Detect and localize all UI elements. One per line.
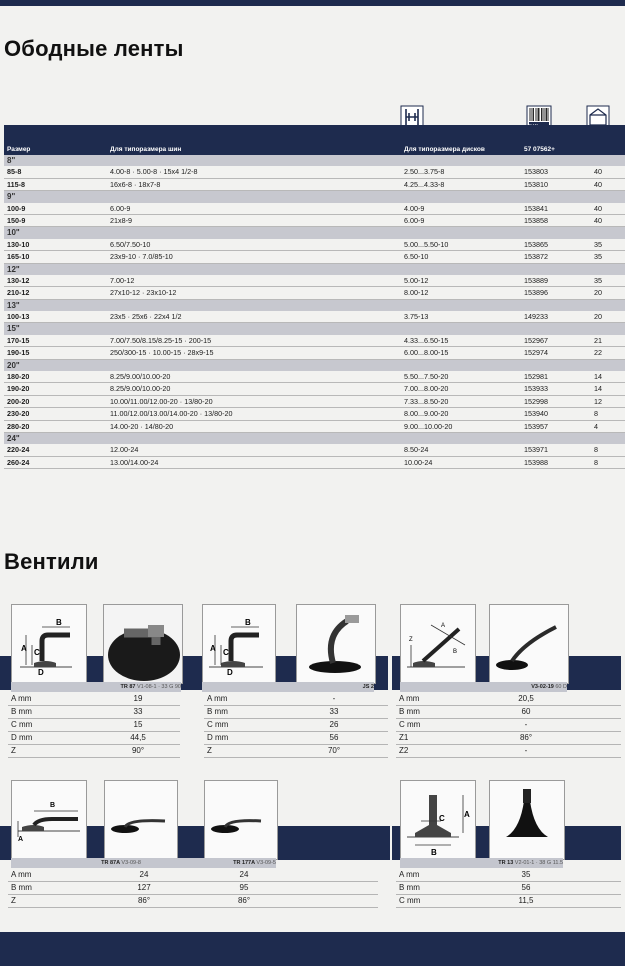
cell-size: 130-10 xyxy=(7,239,30,249)
spec-row xyxy=(396,881,621,895)
cell-rim: 2.50...3.75-8 xyxy=(404,167,445,177)
cell-tire: 8.25/9.00/10.00-20 xyxy=(110,384,171,394)
cell-qty: 40 xyxy=(594,167,602,177)
cell-code: 153889 xyxy=(524,275,548,285)
cell-code: 153841 xyxy=(524,203,548,213)
spec-row xyxy=(396,868,621,882)
svg-text:A: A xyxy=(18,836,24,843)
caption-name: TR 13 xyxy=(498,860,514,866)
cell-code: 152981 xyxy=(524,372,548,382)
spec-value: 35 xyxy=(521,870,531,879)
cell-tire: 6.50/7.50-10 xyxy=(110,239,151,249)
cell-size: 210-12 xyxy=(7,288,30,298)
caption-name: JS 2 xyxy=(362,684,374,690)
caption-name: TR 87A xyxy=(101,860,120,866)
cell-qty: 35 xyxy=(594,275,602,285)
spec-value: 33 xyxy=(329,707,339,716)
spec-key: C mm xyxy=(399,720,421,729)
cell-qty: 4 xyxy=(594,421,598,431)
spec-key: B mm xyxy=(399,707,420,716)
caption-code: V3-09-8 xyxy=(121,860,141,866)
cell-code: 153940 xyxy=(524,409,548,419)
spec-key: C mm xyxy=(11,720,33,729)
cell-qty: 21 xyxy=(594,335,602,345)
spec-row xyxy=(8,692,180,706)
spec-key: D mm xyxy=(207,733,229,742)
table-row xyxy=(4,251,625,263)
cell-code: 153957 xyxy=(524,421,548,431)
cell-tire: 7.00/7.50/8.15/8.25-15 · 200-15 xyxy=(110,335,212,345)
spec-value: 56 xyxy=(521,883,531,892)
spec-value: 33 xyxy=(133,707,143,716)
spec-key: B mm xyxy=(11,707,32,716)
spec-key: Z xyxy=(207,746,212,755)
table-row xyxy=(4,287,625,299)
table-row xyxy=(4,215,625,227)
section-title-valves: Вентили xyxy=(4,549,99,574)
group-row xyxy=(4,227,625,238)
valve-photo-icon xyxy=(490,605,568,683)
spec-value: - xyxy=(524,746,528,755)
table-row xyxy=(4,457,625,469)
cell-rim: 8.50-24 xyxy=(404,445,429,455)
cell-size: 190-15 xyxy=(7,348,30,358)
spec-row xyxy=(8,744,180,758)
spec-key: C mm xyxy=(207,720,229,729)
svg-text:C: C xyxy=(223,648,229,657)
cell-rim: 8.00-12 xyxy=(404,288,429,298)
svg-text:C: C xyxy=(439,814,445,823)
spec-value: 56 xyxy=(329,733,339,742)
svg-text:C: C xyxy=(34,648,40,657)
spec-value: 44,5 xyxy=(130,733,146,742)
cell-code: 153971 xyxy=(524,445,548,455)
cell-size: 180-20 xyxy=(7,372,30,382)
table-row xyxy=(4,166,625,178)
cell-tire: 27x10-12 · 23x10-12 xyxy=(110,288,177,298)
cell-code: 153872 xyxy=(524,252,548,262)
cell-qty: 20 xyxy=(594,288,602,298)
spec-row xyxy=(204,718,388,732)
cell-tire: 4.00-8 · 5.00-8 · 15x4 1/2-8 xyxy=(110,167,198,177)
page-title: Ободные ленты xyxy=(4,36,184,61)
diagram-image xyxy=(11,604,87,684)
valve-js2 xyxy=(202,600,388,760)
group-label: 12" xyxy=(7,264,20,274)
cell-tire: 23x5 · 25x6 · 22x4 1/2 xyxy=(110,312,182,322)
cell-rim: 8.00...9.00-20 xyxy=(404,409,449,419)
table-row xyxy=(4,408,625,420)
valve-v3-02-19 xyxy=(396,600,625,760)
spec-row xyxy=(8,868,378,882)
table-row xyxy=(4,203,625,215)
cell-qty: 40 xyxy=(594,179,602,189)
spec-row xyxy=(204,705,388,719)
cell-tire: 12.00-24 xyxy=(110,445,139,455)
cell-size: 100-9 xyxy=(7,203,26,213)
valve-photo-icon xyxy=(105,781,177,859)
svg-text:B: B xyxy=(453,649,458,655)
spec-key: C mm xyxy=(399,896,421,905)
photo-image xyxy=(103,604,183,684)
svg-text:D: D xyxy=(38,668,44,677)
cell-rim: 6.00-9 xyxy=(404,215,425,225)
cell-code: 153896 xyxy=(524,288,548,298)
cell-size: 170-15 xyxy=(7,335,30,345)
spec-key: D mm xyxy=(11,733,33,742)
spec-key: A mm xyxy=(207,694,228,703)
table-header xyxy=(4,125,625,155)
cell-size: 230-20 xyxy=(7,409,30,419)
group-label: 9" xyxy=(7,192,16,202)
valve-photo-icon xyxy=(297,605,375,683)
spec-row xyxy=(8,881,378,895)
valve-photo-icon xyxy=(490,781,564,859)
cell-code: 153988 xyxy=(524,457,548,467)
spec-value: 15 xyxy=(133,720,143,729)
spec-row xyxy=(8,718,180,732)
valve-diagram-icon xyxy=(203,605,275,683)
spec-key: Z xyxy=(11,746,16,755)
table-row xyxy=(4,275,625,287)
table-row xyxy=(4,239,625,251)
cell-code: 149233 xyxy=(524,312,548,322)
spec-row xyxy=(8,705,180,719)
cell-code: 152974 xyxy=(524,348,548,358)
cell-code: 153865 xyxy=(524,239,548,249)
col-code: 57 07562+ xyxy=(524,146,555,153)
caption xyxy=(400,682,567,692)
spec-key: Z xyxy=(11,896,16,905)
spec-value-1: 86° xyxy=(137,896,151,905)
cell-qty: 20 xyxy=(594,312,602,322)
spec-value: 60 xyxy=(521,707,531,716)
cell-qty: 35 xyxy=(594,239,602,249)
cell-size: 130-12 xyxy=(7,275,30,285)
group-row xyxy=(4,264,625,275)
caption-name: TR 177A xyxy=(233,860,255,866)
top-band xyxy=(0,0,625,6)
valve-photo-icon xyxy=(104,605,182,683)
cell-rim: 7.00...8.00-20 xyxy=(404,384,449,394)
spec-value: - xyxy=(524,720,528,729)
valve-tr13 xyxy=(396,776,625,916)
cell-code: 152998 xyxy=(524,396,548,406)
table-row xyxy=(4,444,625,456)
cell-size: 150-9 xyxy=(7,215,26,225)
cell-tire: 6.00-9 xyxy=(110,203,131,213)
group-row xyxy=(4,300,625,311)
group-label: 24" xyxy=(7,433,20,443)
photo-image xyxy=(489,780,565,860)
cell-qty: 14 xyxy=(594,372,602,382)
table-row xyxy=(4,421,625,433)
spec-key: B mm xyxy=(11,883,32,892)
cell-code: 153858 xyxy=(524,215,548,225)
group-label: 13" xyxy=(7,300,20,310)
cell-rim: 5.50...7.50-20 xyxy=(404,372,449,382)
spec-key: Z2 xyxy=(399,746,409,755)
spec-key: B mm xyxy=(207,707,228,716)
diagram-image xyxy=(202,604,276,684)
cell-rim: 4.25...4.33-8 xyxy=(404,179,445,189)
valve-diagram-icon xyxy=(12,781,86,859)
cell-code: 153810 xyxy=(524,179,548,189)
spec-key: A mm xyxy=(11,694,32,703)
cell-tire: 8.25/9.00/10.00-20 xyxy=(110,372,171,382)
cell-tire: 10.00/11.00/12.00-20 · 13/80-20 xyxy=(110,396,213,406)
caption-code: V1-08-1 · 33 G 90 xyxy=(136,684,181,690)
svg-text:B: B xyxy=(431,848,437,857)
table-row xyxy=(4,371,625,383)
spec-value-1: 127 xyxy=(137,883,151,892)
spec-row xyxy=(204,744,388,758)
cell-qty: 14 xyxy=(594,384,602,394)
cell-size: 165-10 xyxy=(7,252,30,262)
spec-value-2: 24 xyxy=(239,870,249,879)
spec-row xyxy=(204,692,388,706)
cell-qty: 35 xyxy=(594,252,602,262)
caption xyxy=(11,682,181,692)
cell-qty: 40 xyxy=(594,203,602,213)
col-tire: Для типоразмера шин xyxy=(110,146,182,153)
spec-row xyxy=(396,731,621,745)
cell-rim: 5.00...5.50-10 xyxy=(404,239,449,249)
spec-value-2: 95 xyxy=(239,883,249,892)
svg-text:Z: Z xyxy=(409,637,413,643)
bottom-band xyxy=(0,932,625,966)
spec-row xyxy=(396,718,621,732)
cell-tire: 23x9-10 · 7.0/85-10 xyxy=(110,252,173,262)
caption xyxy=(400,858,563,868)
col-rim: Для типоразмера дисков xyxy=(404,146,485,153)
valve-tr87a-tr177a xyxy=(0,776,390,916)
caption-2 xyxy=(141,858,276,868)
cell-tire: 7.00-12 xyxy=(110,275,135,285)
caption-name: V3-02-19 xyxy=(531,684,554,690)
group-label: 15" xyxy=(7,324,20,334)
cell-rim: 7.33...8.50-20 xyxy=(404,396,449,406)
cell-qty: 40 xyxy=(594,215,602,225)
spec-row xyxy=(204,731,388,745)
cell-rim: 5.00-12 xyxy=(404,275,429,285)
cell-qty: 22 xyxy=(594,348,602,358)
spec-value: 26 xyxy=(329,720,339,729)
col-size: Размер xyxy=(7,146,31,153)
spec-key: A mm xyxy=(399,694,420,703)
cell-tire: 250/300-15 · 10.00-15 · 28x9-15 xyxy=(110,348,214,358)
rim-tape-table xyxy=(4,155,625,469)
cell-rim: 6.00...8.00-15 xyxy=(404,348,449,358)
table-row xyxy=(4,335,625,347)
cell-qty: 12 xyxy=(594,396,602,406)
caption-code: V2-01-1 · 38 G 11.5 xyxy=(514,860,563,866)
cell-code: 153803 xyxy=(524,167,548,177)
spec-row xyxy=(396,705,621,719)
cell-code: 153933 xyxy=(524,384,548,394)
table-row xyxy=(4,347,625,359)
cell-size: 100-13 xyxy=(7,312,30,322)
group-row xyxy=(4,191,625,202)
group-label: 10" xyxy=(7,228,20,238)
caption-1 xyxy=(11,858,141,868)
caption xyxy=(202,682,374,692)
cell-rim: 6.50-10 xyxy=(404,252,429,262)
spec-value: 20,5 xyxy=(518,694,534,703)
cell-tire: 14.00-20 · 14/80-20 xyxy=(110,421,174,431)
group-row xyxy=(4,323,625,334)
cell-rim: 9.00...10.00-20 xyxy=(404,421,453,431)
cell-qty: 8 xyxy=(594,409,598,419)
spec-row xyxy=(8,894,378,908)
svg-text:B: B xyxy=(50,802,56,809)
caption-name: TR 87 xyxy=(120,684,136,690)
svg-text:A: A xyxy=(210,644,216,653)
spec-value: 70° xyxy=(327,746,341,755)
svg-text:B: B xyxy=(245,618,251,627)
spec-row xyxy=(396,692,621,706)
svg-text:B: B xyxy=(56,618,62,627)
spec-row xyxy=(8,731,180,745)
caption-code: V3-09-5 xyxy=(256,860,276,866)
spec-value-2: 86° xyxy=(237,896,251,905)
cell-qty: 8 xyxy=(594,445,598,455)
spec-row xyxy=(396,894,621,908)
cell-size: 220-24 xyxy=(7,445,30,455)
spec-value: 19 xyxy=(133,694,143,703)
diagram-image xyxy=(11,780,87,860)
cell-size: 200-20 xyxy=(7,396,30,406)
cell-tire: 21x8-9 xyxy=(110,215,132,225)
cell-size: 115-8 xyxy=(7,179,25,189)
cell-size: 190-20 xyxy=(7,384,30,394)
cell-size: 85-8 xyxy=(7,167,22,177)
spec-key: B mm xyxy=(399,883,420,892)
group-label: 20" xyxy=(7,360,20,370)
cell-rim: 3.75-13 xyxy=(404,312,429,322)
caption-code: 60 D xyxy=(555,684,567,690)
spec-value-1: 24 xyxy=(139,870,149,879)
photo-image-tr87a xyxy=(104,780,178,860)
cell-code: 152967 xyxy=(524,335,548,345)
spec-value: 90° xyxy=(131,746,145,755)
cell-qty: 8 xyxy=(594,457,598,467)
group-row xyxy=(4,433,625,444)
diagram-image xyxy=(400,780,476,860)
valve-diagram-icon xyxy=(401,781,475,859)
spec-key: Z1 xyxy=(399,733,409,742)
svg-text:A: A xyxy=(464,810,470,819)
svg-text:A: A xyxy=(441,623,446,629)
valve-photo-icon xyxy=(205,781,277,859)
valve-tr87 xyxy=(0,600,195,760)
cell-size: 260-24 xyxy=(7,457,30,467)
cell-rim: 10.00-24 xyxy=(404,457,433,467)
valve-diagram-icon xyxy=(12,605,86,683)
cell-tire: 13.00/14.00-24 xyxy=(110,457,159,467)
group-row xyxy=(4,360,625,371)
spec-key: A mm xyxy=(11,870,32,879)
spec-value: 86° xyxy=(519,733,533,742)
spec-value: - xyxy=(332,694,336,703)
diagram-image xyxy=(400,604,476,684)
cell-tire: 16x6-8 · 18x7-8 xyxy=(110,179,161,189)
spec-row xyxy=(396,744,621,758)
cell-size: 280-20 xyxy=(7,421,30,431)
group-row xyxy=(4,155,625,166)
table-row xyxy=(4,383,625,395)
photo-image xyxy=(296,604,376,684)
svg-text:D: D xyxy=(227,668,233,677)
group-label: 8" xyxy=(7,156,16,165)
table-row xyxy=(4,396,625,408)
svg-text:A: A xyxy=(21,644,27,653)
cell-rim: 4.33...6.50-15 xyxy=(404,335,449,345)
table-row xyxy=(4,179,625,191)
table-row xyxy=(4,311,625,323)
spec-key: A mm xyxy=(399,870,420,879)
cell-rim: 4.00-9 xyxy=(404,203,425,213)
valve-diagram-icon xyxy=(401,605,475,683)
spec-value: 11,5 xyxy=(518,896,534,905)
cell-tire: 11.00/12.00/13.00/14.00-20 · 13/80-20 xyxy=(110,409,233,419)
photo-image-tr177a xyxy=(204,780,278,860)
photo-image xyxy=(489,604,569,684)
